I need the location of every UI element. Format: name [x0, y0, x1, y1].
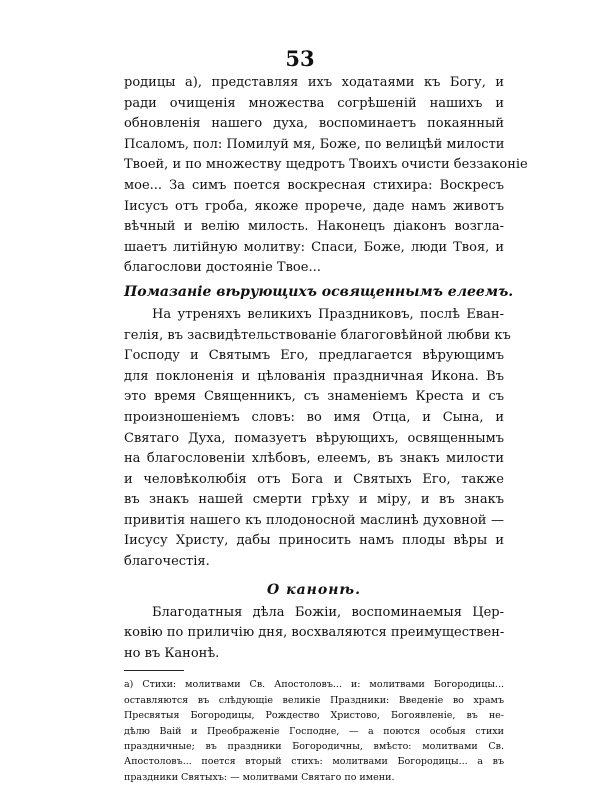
section-heading-anointing: Помазаніе вѣрующихъ освященнымъ елеемъ.	[124, 283, 514, 300]
paragraph2-line: гелія, въ засвидѣтельствованіе благоговѣйной любви къ	[124, 327, 511, 343]
page-number: 53	[285, 46, 315, 71]
paragraph2-line: для поклоненія и цѣлованія праздничная Икона. Въ	[124, 368, 504, 384]
paragraph3-line: ковію по приличію дня, восхваляются преимуществен-	[124, 625, 505, 641]
paragraph2-line: Іисусу Христу, дабы приносить намъ плоды вѣры и	[124, 533, 504, 549]
paragraph1-line: родицы а), представляя ихъ ходатаями къ Богу, и	[124, 75, 504, 90]
paragraph3-line: но въ Канонѣ.	[124, 645, 220, 661]
paragraph-litany	[124, 73, 528, 279]
footnote	[124, 677, 504, 785]
paragraph2-line: Святаго Духа, помазуетъ вѣрующихъ, освященнымъ	[124, 430, 504, 446]
paragraph2-line: это время Священникъ, съ знаменіемъ Креста и съ	[124, 389, 504, 405]
paragraph3-line: Благодатныя дѣла Божіи, воспоминаемыя Цер-	[152, 604, 504, 620]
paragraph1-line: обновленія нашего духа, воспоминаетъ покаянный	[124, 116, 504, 132]
footnote-line: дѣлю Ваій и Преображеніе Господне, — а поются особыя стихи	[124, 725, 504, 737]
paragraph1-line: вѣчный и велію милость. Наконецъ діаконъ возгла-	[124, 219, 504, 235]
section-heading-canon: О канонѣ.	[267, 581, 361, 598]
paragraph1-line: благослови достояніе Твое...	[124, 260, 321, 276]
paragraph2-line: На утреняхъ великихъ Праздниковъ, послѣ Еван-	[152, 306, 504, 322]
body-text	[124, 73, 528, 785]
paragraph-canon	[124, 603, 504, 665]
paragraph2-line: и человѣколюбія отъ Бога и Святыхъ Его, также	[124, 471, 504, 487]
paragraph2-line: произношеніемъ словъ: во имя Отца, и Сына, и	[124, 409, 504, 425]
paragraph1-line: Твоей, и по множеству щедротъ Твоихъ очисти беззаконіе	[124, 157, 528, 173]
paragraph1-line: мое... За симъ поется воскресная стихира: Воскресъ	[124, 177, 504, 193]
paragraph2-line: благочестія.	[124, 554, 210, 570]
footnote-line: Апостоловъ... поется вторый стихъ: молитвами Богородицы... а въ	[124, 756, 504, 768]
footnote-line: Пресвятыя Богородицы, Рождество Христово, Богоявленіе, въ не-	[124, 710, 504, 722]
footnote-divider	[124, 670, 184, 671]
paragraph2-line: Господу и Святымъ Его, предлагается вѣрующимъ	[124, 348, 504, 364]
paragraph1-line: Псаломъ, пол: Помилуй мя, Боже, по велицѣй милости	[124, 136, 505, 152]
paragraph-anointing	[124, 305, 511, 573]
footnote-line: праздничные; въ праздники Богородичны, вмѣсто: молитвами Св.	[124, 741, 504, 752]
paragraph2-line: въ знакъ нашей смерти грѣху и міру, и въ знакъ	[124, 492, 504, 508]
paragraph1-line: ради очищенія множества согрѣшеній нашихъ и	[124, 95, 504, 111]
paragraph2-line: на благословеніи хлѣбовъ, елеемъ, въ знакъ милости	[124, 451, 504, 467]
paragraph1-line: шаетъ литійную молитву: Спаси, Боже, люди Твоя, и	[124, 239, 504, 255]
footnote-line: оставляются въ слѣдующіе великіе Праздники: Введеніе во храмъ	[124, 694, 504, 706]
footnote-line: а) Стихи: молитвами Св. Апостоловъ... и: молитвами Богородицы...	[124, 679, 504, 691]
paragraph2-line: привитія нашего къ плодоносной маслинѣ духовной —	[124, 512, 504, 528]
footnote-line: праздники Святыхъ: — молитвами Святаго по имени.	[124, 771, 395, 783]
paragraph1-line: Іисусъ отъ гроба, якоже прорече, даде намъ животъ	[124, 198, 504, 214]
